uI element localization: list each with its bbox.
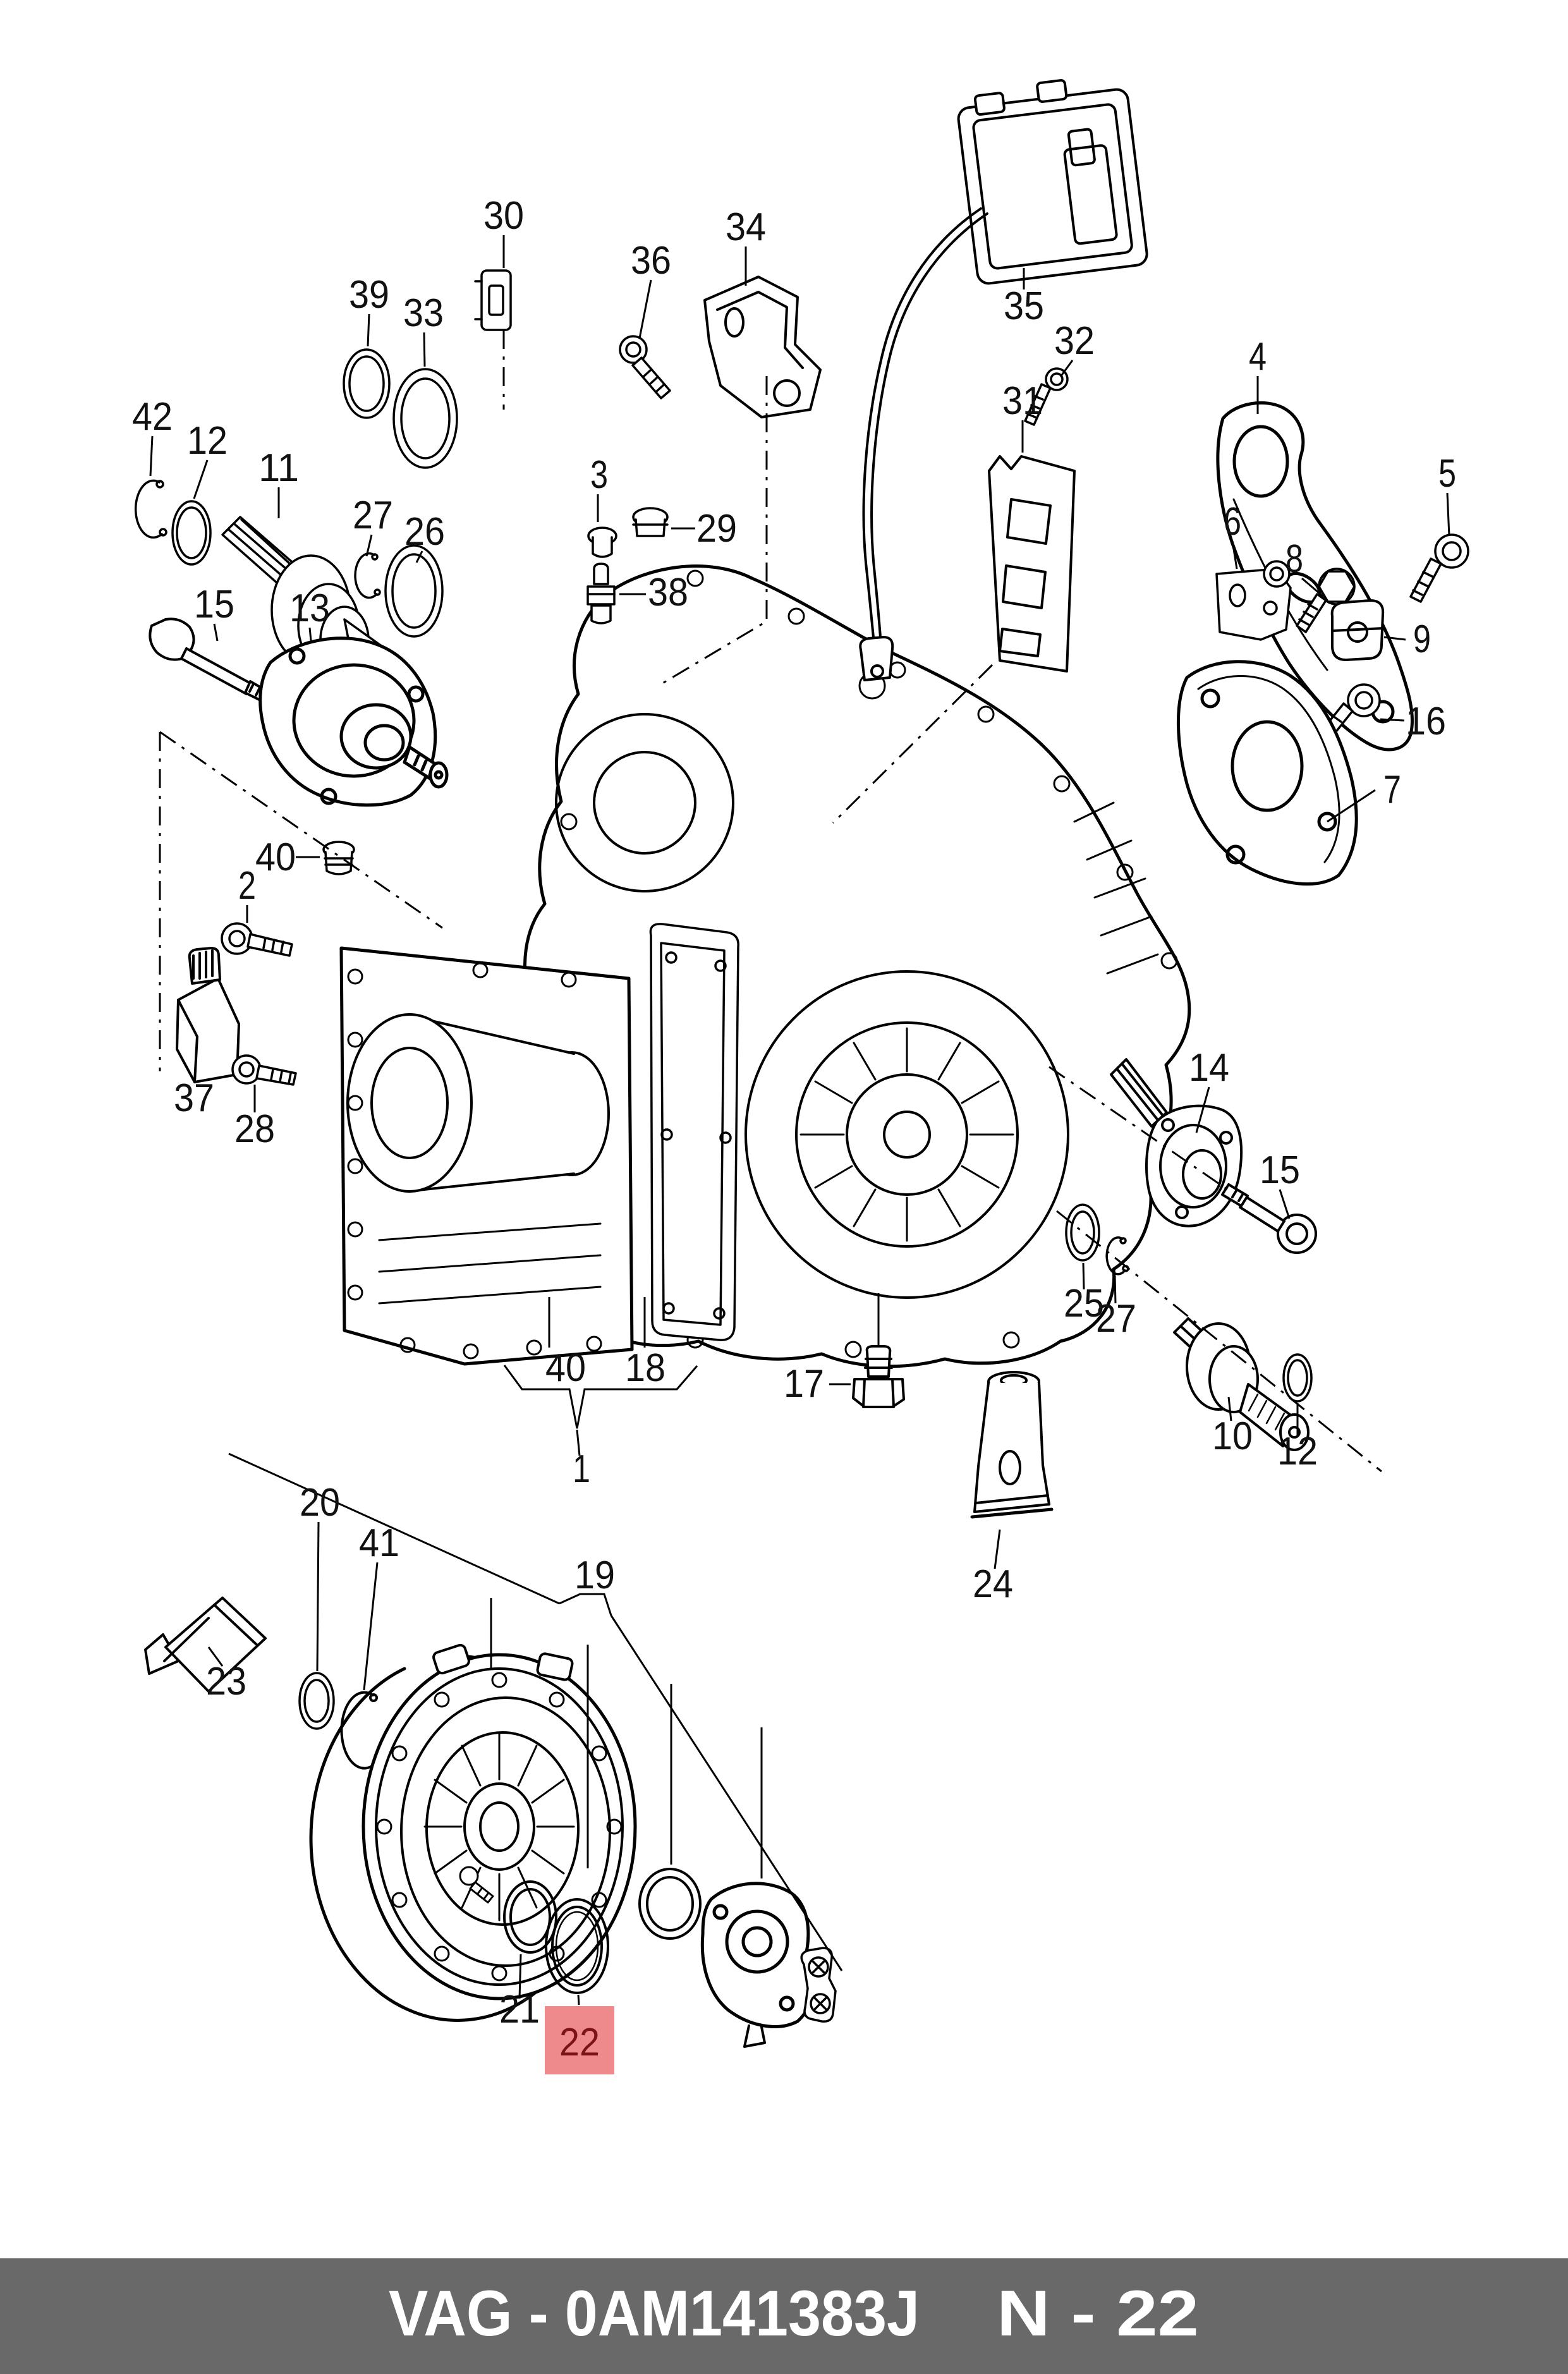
callout-38-22[interactable]: 38 (648, 571, 688, 614)
callout-34-7[interactable]: 34 (726, 205, 766, 249)
callout-40-29[interactable]: 40 (545, 1346, 586, 1390)
part-12-oring-top-illustration (173, 501, 210, 564)
callout-13-24[interactable]: 13 (289, 587, 330, 630)
part-37-fluid-bottle-illustration (177, 948, 239, 1082)
callout-8-14[interactable]: 8 (1285, 537, 1303, 581)
part-30-retaining-clip-illustration (475, 271, 511, 330)
callout-33-1[interactable]: 33 (403, 291, 444, 335)
part-release-cover-illustration (702, 1884, 811, 2047)
part-27-circlip-top-illustration (355, 554, 380, 598)
callout-4-11[interactable]: 4 (1249, 335, 1267, 379)
callout-11-4[interactable]: 11 (258, 446, 299, 490)
part-36-screw-illustration (620, 336, 670, 398)
leader-line (424, 332, 425, 367)
part-33-seal-ring-illustration (394, 369, 457, 468)
callout-30-5[interactable]: 30 (483, 194, 524, 238)
callout-28-28[interactable]: 28 (234, 1107, 275, 1151)
callout-24-39[interactable]: 24 (973, 1562, 1013, 1606)
part-2-bolt-illustration (222, 923, 292, 956)
callout-2-26[interactable]: 2 (238, 864, 256, 908)
leader-line (640, 280, 651, 338)
callout-16-16[interactable]: 16 (1406, 700, 1446, 743)
callout-36-6[interactable]: 36 (631, 239, 671, 283)
callout-3-20[interactable]: 3 (590, 453, 608, 497)
callout-9-15[interactable]: 9 (1413, 618, 1431, 661)
part-9-rubber-damper-illustration (1332, 600, 1383, 660)
callout-12-38[interactable]: 12 (1277, 1430, 1318, 1473)
callout-35-8[interactable]: 35 (1004, 284, 1044, 328)
group-bracket-line (504, 1365, 697, 1428)
leader-line (317, 1522, 319, 1671)
highlighted-callout (545, 2006, 614, 2074)
callout-20-40[interactable]: 20 (300, 1481, 340, 1525)
part-fork-pivot-illustration (801, 1948, 836, 2021)
part-1-mechatronic-unit-illustration (341, 948, 632, 1364)
callout-21-44[interactable]: 21 (499, 1988, 540, 2031)
part-19-clutch-assembly-illustration (311, 1644, 635, 2021)
callout-15-34[interactable]: 15 (1260, 1148, 1300, 1192)
part-34-bracket-illustration (705, 277, 820, 417)
part-42-circlip-illustration (136, 480, 166, 537)
part-20-oring-illustration (300, 1673, 334, 1729)
leader-line (368, 314, 369, 346)
leader-line (150, 436, 152, 476)
part-5-bolt-illustration (1411, 535, 1468, 602)
callout-32-9[interactable]: 32 (1054, 319, 1095, 363)
callout-27-36[interactable]: 27 (1096, 1297, 1136, 1341)
callout-10-37[interactable]: 10 (1212, 1415, 1253, 1458)
part-39-seal-ring-illustration (344, 350, 389, 418)
callout-17-32[interactable]: 17 (784, 1362, 824, 1406)
callout-31-10[interactable]: 31 (1002, 379, 1043, 423)
callout-18-30[interactable]: 18 (625, 1346, 665, 1390)
leader-line (1447, 493, 1449, 536)
leader-line (578, 1995, 579, 2005)
callout-7-17[interactable]: 7 (1383, 768, 1401, 812)
part-18-gasket-illustration (650, 924, 738, 1340)
part-40-plug-top-illustration (324, 842, 354, 874)
part-29-cap-illustration (633, 508, 667, 536)
callout-27-18[interactable]: 27 (353, 494, 393, 537)
part-3-plug-illustration (588, 528, 616, 557)
callout-19-43[interactable]: 19 (574, 1554, 615, 1597)
part-28-bolt-illustration (233, 1056, 296, 1085)
footer-part-number: VAG - 0AM141383J (389, 2277, 920, 2349)
part-38-sensor-illustration (588, 564, 614, 623)
part-12-oring-bottom-illustration (1284, 1354, 1311, 1401)
callout-14-33[interactable]: 14 (1189, 1046, 1229, 1090)
callout-6-13[interactable]: 6 (1224, 500, 1241, 544)
callout-40-25[interactable]: 40 (255, 836, 296, 879)
leader-line (1280, 1190, 1289, 1219)
callout-25-35[interactable]: 25 (1064, 1282, 1104, 1325)
callout-22-highlighted[interactable]: 22 (559, 2021, 600, 2064)
callout-12-3[interactable]: 12 (187, 419, 228, 463)
part-guide-sleeve-illustration (640, 1869, 700, 1939)
part-15-bolt-right-illustration (1222, 1184, 1316, 1253)
leader-line (214, 624, 217, 641)
part-15-bolt-left-illustration (150, 619, 265, 700)
callout-41-41[interactable]: 41 (359, 1521, 399, 1565)
group-bracket-line (559, 1594, 611, 1616)
leader-line (194, 460, 207, 499)
leader-line (1380, 719, 1404, 721)
footer-page-ref: N - 22 (997, 2277, 1199, 2349)
leader-line (364, 1562, 377, 1690)
callout-26-19[interactable]: 26 (404, 510, 445, 554)
part-23-grease-tube-illustration (145, 1598, 265, 1691)
callout-5-12[interactable]: 5 (1438, 452, 1456, 496)
callout-15-23[interactable]: 15 (194, 583, 234, 626)
part-31-selector-bracket-illustration (989, 456, 1074, 671)
callout-29-21[interactable]: 29 (696, 507, 737, 551)
callout-42-2[interactable]: 42 (132, 395, 173, 439)
part-24-sealant-tube-illustration (972, 1372, 1052, 1517)
callout-39-0[interactable]: 39 (349, 273, 389, 317)
callout-37-27[interactable]: 37 (174, 1076, 214, 1120)
callout-23-42[interactable]: 23 (206, 1660, 246, 1703)
part-13-cv-flange-illustration (260, 638, 447, 805)
footer (0, 2258, 1568, 2374)
callout-1-31[interactable]: 1 (573, 1447, 590, 1491)
part-6-stop-bracket-illustration (1217, 561, 1291, 640)
part-26-seal-ring-illustration (386, 545, 442, 636)
